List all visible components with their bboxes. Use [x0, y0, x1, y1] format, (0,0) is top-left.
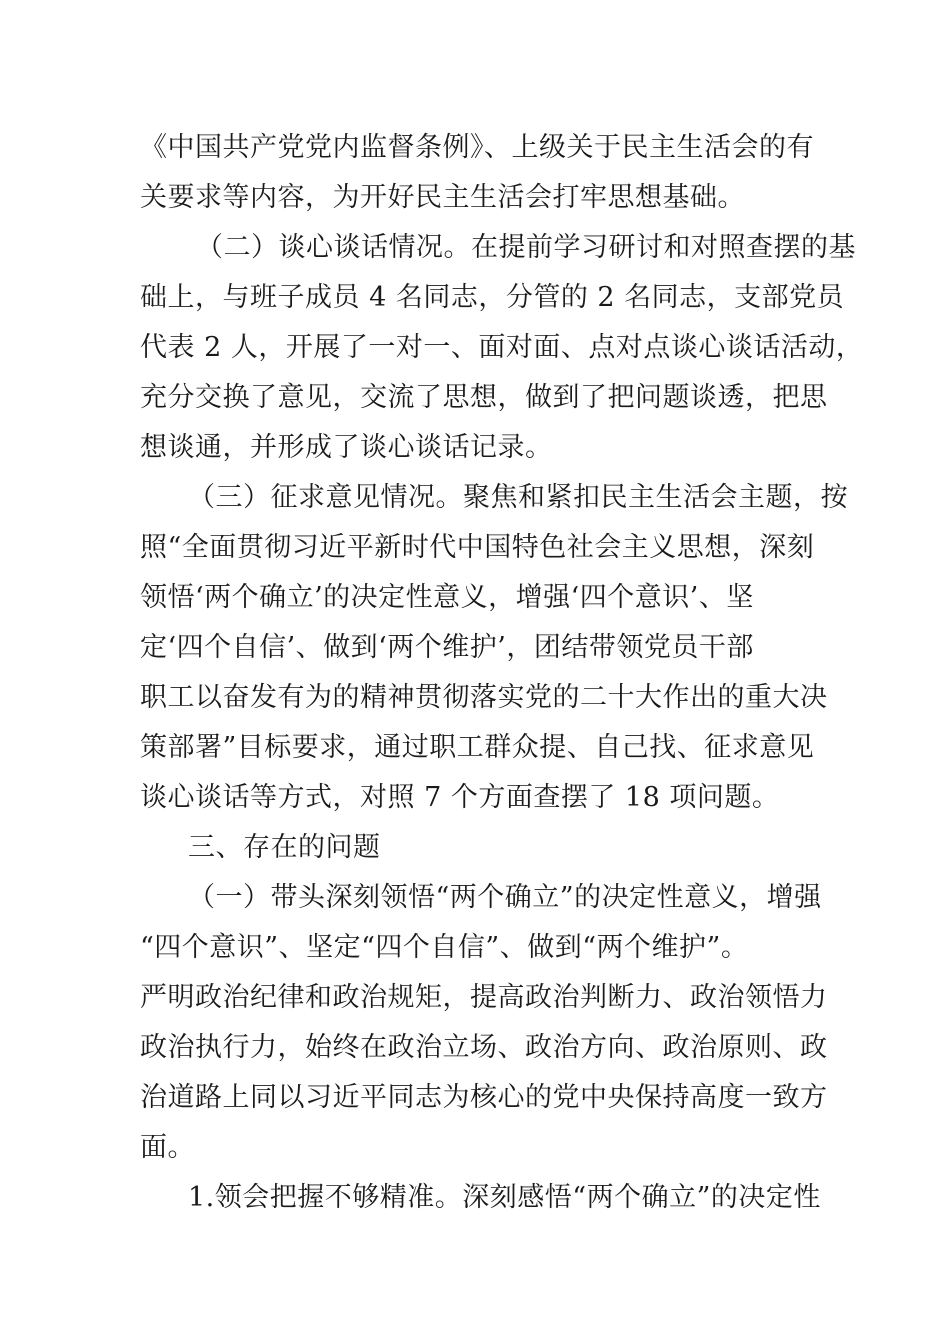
text-line: 充分交换了意见，交流了思想，做到了把问题谈透，把思: [140, 382, 828, 413]
text-line: 严明政治纪律和政治规矩，提高政治判断力、政治领悟力: [140, 982, 828, 1013]
text-line: 面。: [140, 1132, 195, 1163]
text-line: 代表 2 人，开展了一对一、面对面、点对点谈心谈话活动，: [140, 332, 864, 363]
text-line: 1.领会把握不够精准。深刻感悟“两个确立”的决定性: [188, 1182, 821, 1213]
text-line: 领悟‘两个确立’的决定性意义，增强‘四个意识’、坚: [140, 582, 754, 613]
text-line: 定‘四个自信’、做到‘两个维护’，团结带领党员干部: [140, 632, 754, 663]
text-line: 职工以奋发有为的精神贯彻落实党的二十大作出的重大决: [140, 682, 828, 713]
text-line: 础上，与班子成员 4 名同志，分管的 2 名同志，支部党员: [140, 282, 845, 313]
text-line: 治道路上同以习近平同志为核心的党中央保持高度一致方: [140, 1082, 828, 1113]
text-line: （一）带头深刻领悟“两个确立”的决定性意义，增强: [188, 882, 822, 913]
text-line: “四个意识”、坚定“四个自信”、做到“两个维护”。: [140, 932, 749, 963]
text-line: 策部署”目标要求，通过职工群众提、自己找、征求意见: [140, 732, 815, 763]
text-line: 《中国共产党党内监督条例》、上级关于民主生活会的有: [140, 132, 814, 163]
section-heading: 三、存在的问题: [188, 832, 381, 863]
text-line: 想谈通，并形成了谈心谈话记录。: [140, 432, 553, 463]
text-line: 谈心谈话等方式，对照 7 个方面查摆了 18 项问题。: [140, 782, 780, 813]
text-line: 关要求等内容，为开好民主生活会打牢思想基础。: [140, 182, 745, 213]
text-line: 政治执行力，始终在政治立场、政治方向、政治原则、政: [140, 1032, 828, 1063]
text-line: （三）征求意见情况。聚焦和紧扣民主生活会主题，按: [188, 482, 848, 513]
text-line: （二）谈心谈话情况。在提前学习研讨和对照查摆的基: [196, 232, 856, 263]
text-line: 照“全面贯彻习近平新时代中国特色社会主义思想，深刻: [140, 532, 815, 563]
